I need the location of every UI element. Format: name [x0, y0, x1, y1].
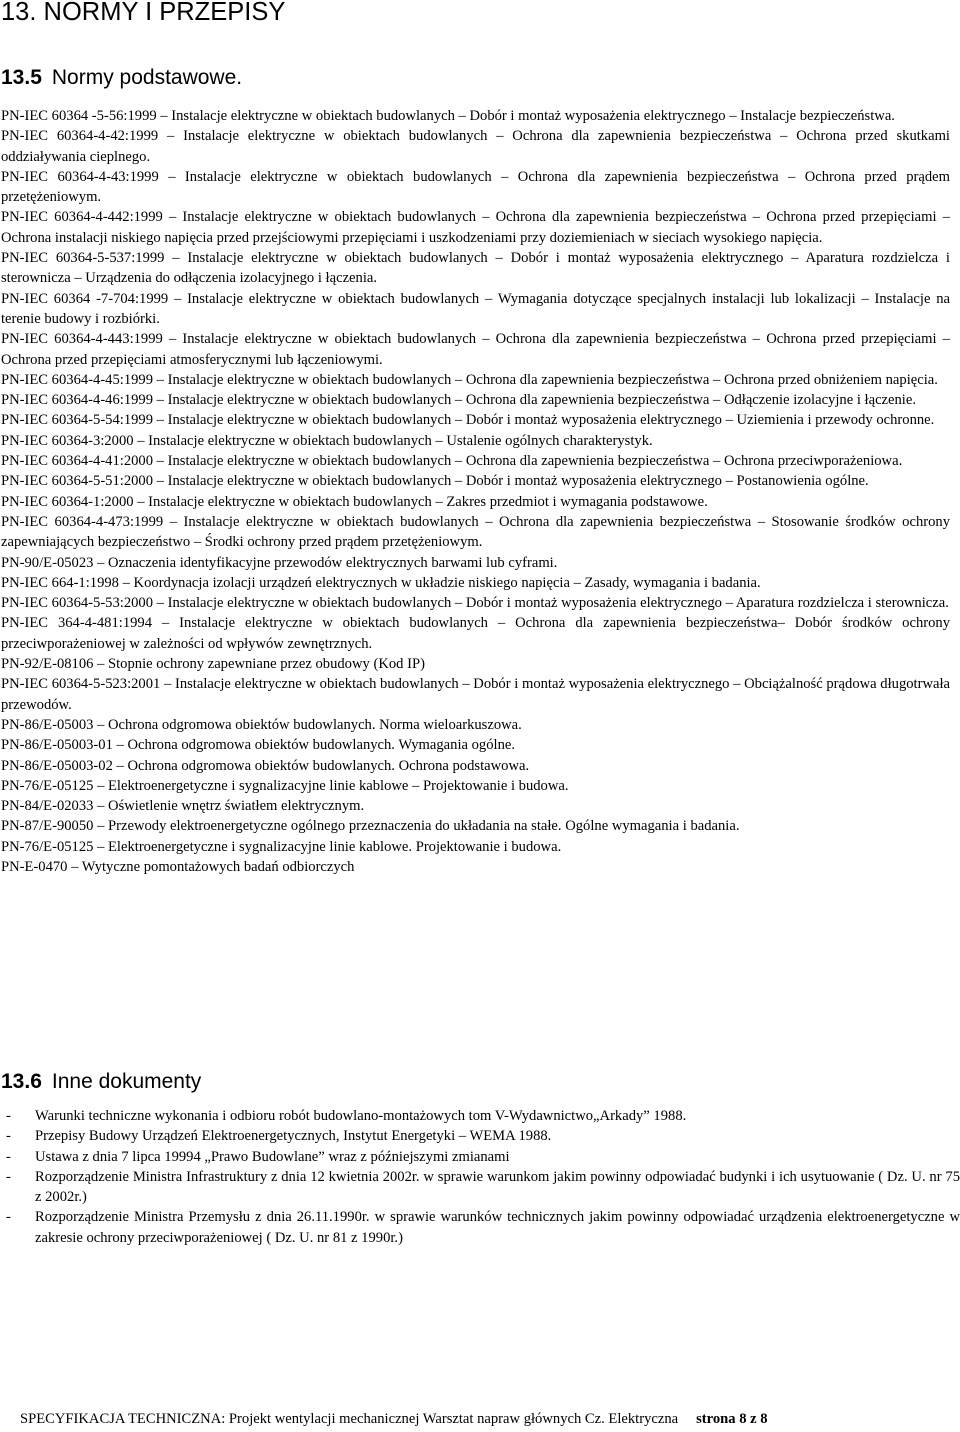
- norm-entry: PN-IEC 60364-3:2000 – Instalacje elektryczne w obiektach budowlanych – Ustalenie ogólnych charakterystyk.: [1, 432, 653, 449]
- norm-entry: PN-IEC 664-1:1998 – Koordynacja izolacji urządzeń elektrycznych w układzie niskiego napięcia – Zasady, wymagania i badania.: [1, 574, 761, 591]
- norm-entry: PN-87/E-90050 – Przewody elektroenergetyczne ogólnego przeznaczenia do układania na stałe. Ogólne wymagania i badania.: [1, 818, 740, 835]
- section-heading-norms: [1, 65, 242, 91]
- norm-entry: PN-90/E-05023 – Oznaczenia identyfikacyjne przewodów elektrycznych barwami lub cyframi.: [1, 554, 558, 571]
- norm-entry: PN-IEC 60364-4-443:1999 – Instalacje elektryczne w obiektach budowlanych – Ochrona dla zapewnienia bezpieczeństwa – Ochrona przed przepięciami – Ochrona przed przepięciami atmosferycznymi lub łączeniowymi.: [1, 331, 950, 368]
- list-bullet: -: [6, 1148, 11, 1165]
- section-title: Inne dokumenty: [51, 1070, 202, 1093]
- norm-entry: PN-IEC 60364-1:2000 – Instalacje elektryczne w obiektach budowlanych – Zakres przedmiot i wymagania podstawowe.: [1, 493, 708, 510]
- page-footer: [20, 1410, 955, 1428]
- norm-entry: PN-IEC 60364-5-54:1999 – Instalacje elektryczne w obiektach budowlanych – Dobór i montaż wyposażenia elektrycznego – Uziemienia i przewody ochronne.: [1, 412, 935, 429]
- norm-entry: PN-IEC 60364 -5-56:1999 – Instalacje elektryczne w obiektach budowlanych – Dobór i montaż wyposażenia elektrycznego – Instalacje bezpieczeństwa.: [1, 108, 895, 124]
- chapter-heading: 13. NORMY I PRZEPISY: [1, 0, 286, 26]
- list-bullet: -: [6, 1168, 11, 1185]
- page-number: strona 8 z 8: [696, 1411, 768, 1427]
- norm-entry: PN-86/E-05003 – Ochrona odgromowa obiektów budowlanych. Norma wieloarkuszowa.: [1, 716, 522, 733]
- footer-spec-title: SPECYFIKACJA TECHNICZNA: Projekt wentylacji mechanicznej Warsztat napraw głównych Cz. Elektryczna: [20, 1411, 679, 1427]
- document-item: [1, 1126, 960, 1146]
- norm-entry: PN-IEC 60364-5-51:2000 – Instalacje elektryczne w obiektach budowlanych – Dobór i montaż wyposażenia elektrycznego – Postanowienia ogólne.: [1, 473, 869, 490]
- norm-entry: PN-IEC 60364-4-42:1999 – Instalacje elektryczne w obiektach budowlanych – Ochrona dla zapewnienia bezpieczeństwa – Ochrona przed skutkami oddziaływania cieplnego.: [1, 128, 950, 165]
- document-text: Rozporządzenie Ministra Infrastruktury z dnia 12 kwietnia 2002r. w sprawie warunkom jakim powinny odpowiadać budynki i ich usytuowanie ( Dz. U. nr 75 z 2002r.): [35, 1168, 960, 1206]
- norm-entry: PN-IEC 60364-4-43:1999 – Instalacje elektryczne w obiektach budowlanych – Ochrona dla zapewnienia bezpieczeństwa – Ochrona przed prądem przetężeniowym.: [1, 168, 950, 206]
- norm-entry: PN-IEC 60364-5-523:2001 – Instalacje elektryczne w obiektach budowlanych – Dobór i montaż wyposażenia elektrycznego – Obciążalność prądowa długotrwała przewodów.: [1, 676, 950, 713]
- norm-entry: PN-IEC 364-4-481:1994 – Instalacje elektryczne w obiektach budowlanych – Ochrona dla zapewnienia bezpieczeństwa– Dobór środków ochrony przeciwporażeniowej w zależności od wpływów zewnętrznych.: [1, 615, 950, 652]
- norm-entry: PN-IEC 60364-4-442:1999 – Instalacje elektryczne w obiektach budowlanych – Ochrona dla zapewnienia bezpieczeństwa – Ochrona przed przepięciami – Ochrona instalacji niskiego napięcia przed przejściowymi przepięciami i uszkodzeniami przy doziemieniach w sieciach wysokiego napięcia.: [1, 209, 950, 246]
- section-number: 13.6: [1, 1070, 42, 1093]
- norm-entry: PN-86/E-05003-01 – Ochrona odgromowa obiektów budowlanych. Wymagania ogólne.: [1, 737, 515, 754]
- section-title: Normy podstawowe.: [51, 66, 243, 89]
- documents-list: [1, 1106, 960, 1248]
- document-text: Ustawa z dnia 7 lipca 19994 „Prawo Budowlane” wraz z późniejszymi zmianami: [35, 1148, 510, 1165]
- norm-entry: PN-IEC 60364-5-537:1999 – Instalacje elektryczne w obiektach budowlanych – Dobór i montaż wyposażenia elektrycznego – Aparatura rozdzielcza i sterownicza – Urządzenia do odłączenia izolacyjnego i łączenia.: [1, 250, 950, 287]
- section-heading-other-documents: [1, 1069, 201, 1095]
- norm-entry: PN-E-0470 – Wytyczne pomontażowych badań odbiorczych: [1, 858, 355, 875]
- document-item: [1, 1207, 960, 1248]
- norm-entry: PN-92/E-08106 – Stopnie ochrony zapewniane przez obudowy (Kod IP): [1, 656, 425, 673]
- norms-list: [1, 106, 950, 877]
- list-bullet: -: [6, 1108, 11, 1124]
- document-text: Warunki techniczne wykonania i odbioru robót budowlano-montażowych tom V-Wydawnictwo„Arkady” 1988.: [35, 1108, 687, 1124]
- document-text: Rozporządzenie Ministra Przemysłu z dnia 26.11.1990r. w sprawie warunków technicznych jakim powinny odpowiadać urządzenia elektroenergetyczne w zakresie ochrony przeciwporażeniowej ( Dz. U. nr 81 z 1990r.): [35, 1209, 960, 1246]
- list-bullet: -: [6, 1209, 11, 1226]
- section-number: 13.5: [1, 66, 42, 89]
- norm-entry: PN-IEC 60364 -7-704:1999 – Instalacje elektryczne w obiektach budowlanych – Wymagania dotyczące specjalnych instalacji lub lokalizacji – Instalacje na terenie budowy i rozbiórki.: [1, 290, 950, 327]
- norm-entry: PN-86/E-05003-02 – Ochrona odgromowa obiektów budowlanych. Ochrona podstawowa.: [1, 757, 530, 774]
- document-text: Przepisy Budowy Urządzeń Elektroenergetycznych, Instytut Energetyki – WEMA 1988.: [35, 1128, 552, 1145]
- norm-entry: PN-IEC 60364-4-41:2000 – Instalacje elektryczne w obiektach budowlanych – Ochrona dla zapewnienia bezpieczeństwa – Ochrona przeciwporażeniowa.: [1, 453, 903, 470]
- norm-entry: PN-76/E-05125 – Elektroenergetyczne i sygnalizacyjne linie kablowe. Projektowanie i budowa.: [1, 838, 562, 855]
- document-item: [1, 1167, 960, 1208]
- document-item: [1, 1106, 960, 1126]
- norm-entry: PN-IEC 60364-5-53:2000 – Instalacje elektryczne w obiektach budowlanych – Dobór i montaż wyposażenia elektrycznego – Aparatura rozdzielcza i sterownicza.: [1, 595, 949, 612]
- norm-entry: PN-76/E-05125 – Elektroenergetyczne i sygnalizacyjne linie kablowe – Projektowanie i budowa.: [1, 777, 569, 794]
- list-bullet: -: [6, 1128, 11, 1145]
- norm-entry: PN-IEC 60364-4-45:1999 – Instalacje elektryczne w obiektach budowlanych – Ochrona dla zapewnienia bezpieczeństwa – Ochrona przed obniżeniem napięcia.: [1, 371, 938, 388]
- norm-entry: PN-IEC 60364-4-473:1999 – Instalacje elektryczne w obiektach budowlanych – Ochrona dla zapewnienia bezpieczeństwa – Stosowanie środków ochrony zapewniających bezpieczeństwo – Środki ochrony przed prądem przetężeniowym.: [1, 513, 950, 551]
- norm-entry: PN-84/E-02033 – Oświetlenie wnętrz światłem elektrycznym.: [1, 798, 365, 815]
- document-item: [1, 1147, 960, 1167]
- norm-entry: PN-IEC 60364-4-46:1999 – Instalacje elektryczne w obiektach budowlanych – Ochrona dla zapewnienia bezpieczeństwa – Odłączenie izolacyjne i łączenie.: [1, 392, 916, 409]
